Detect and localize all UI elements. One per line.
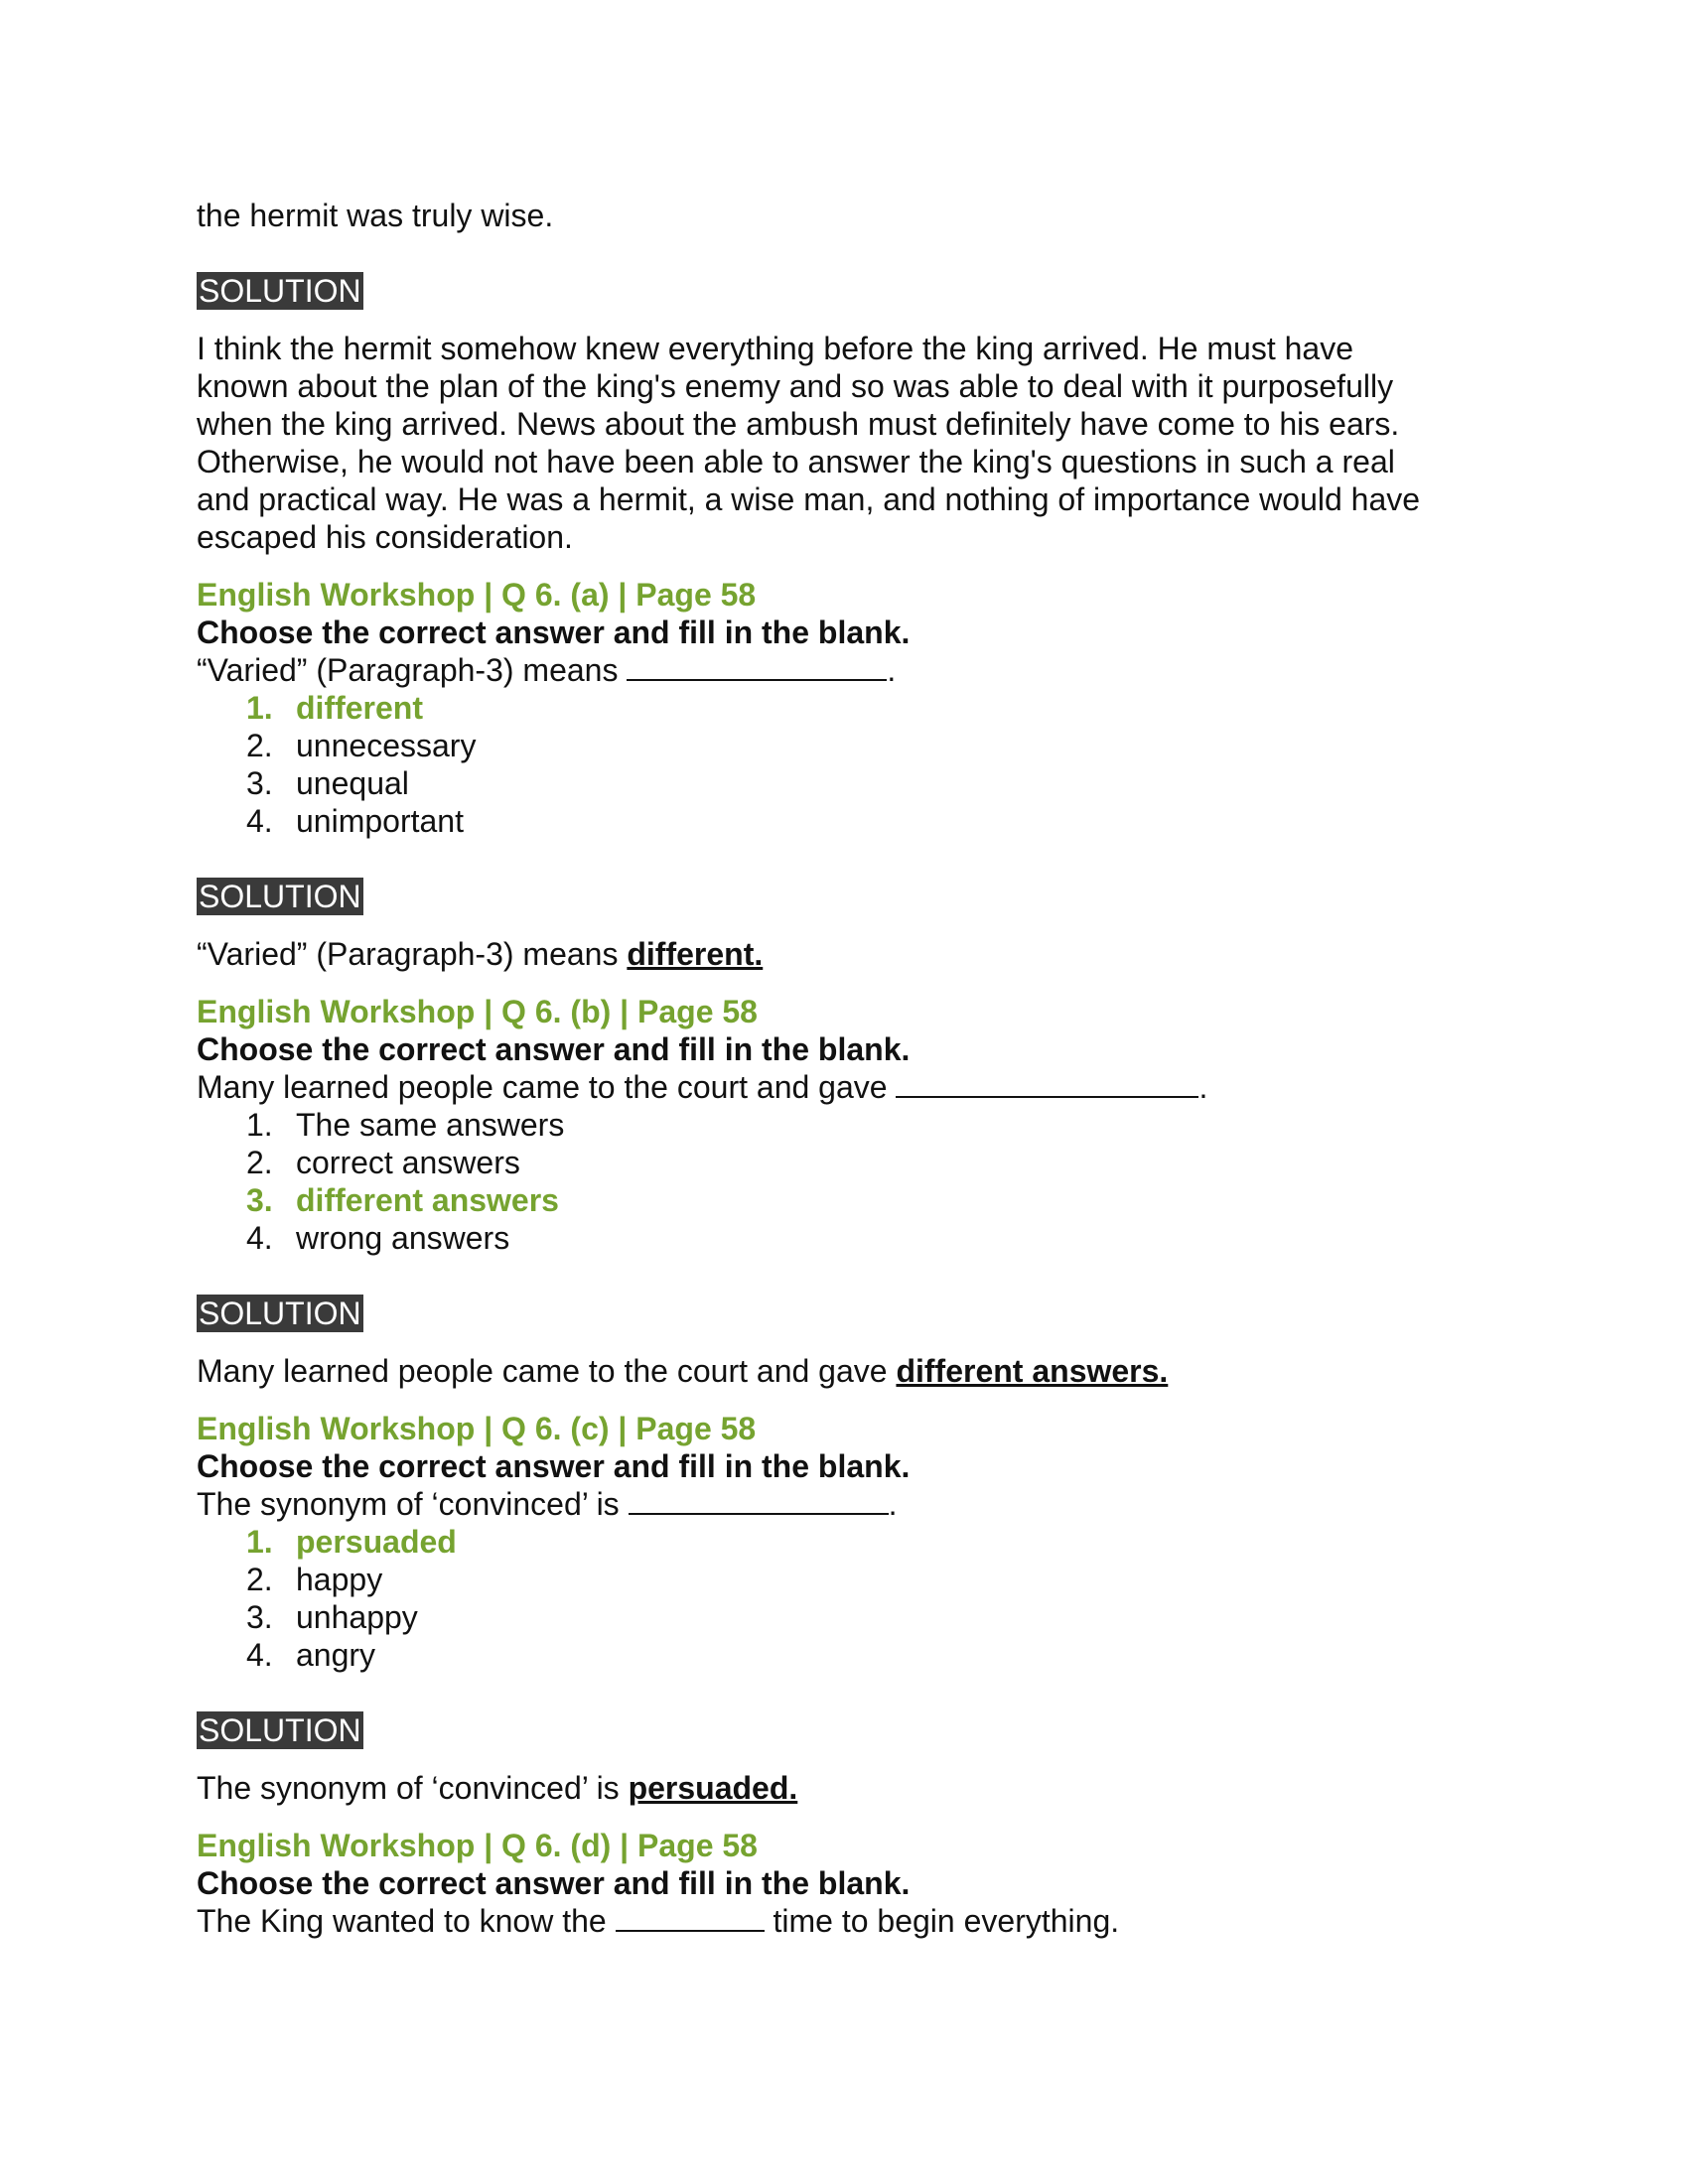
solution-label: SOLUTION	[199, 1296, 361, 1331]
option: 4. wrong answers	[246, 1220, 510, 1256]
solution-label: SOLUTION	[199, 273, 361, 309]
options-list	[197, 1106, 1487, 1257]
question-stem: Many learned people came to the court and gave .	[197, 1069, 1208, 1105]
question-stem: The King wanted to know the time to begin everything.	[197, 1903, 1120, 1939]
option: 3. unhappy	[246, 1599, 418, 1635]
answer-blank	[629, 1487, 889, 1515]
answer-blank	[896, 1070, 1198, 1098]
solution-b: Many learned people came to the court and gave different answers.	[197, 1353, 1169, 1389]
solution-c: The synonym of ‘convinced’ is persuaded.	[197, 1770, 798, 1806]
solution-label: SOLUTION	[199, 879, 361, 914]
option: 1. The same answers	[246, 1107, 565, 1143]
option: 2. correct answers	[246, 1145, 520, 1180]
intro-tail: the hermit was truly wise.	[197, 198, 554, 233]
question-instruction: Choose the correct answer and fill in the blank.	[197, 1448, 911, 1484]
option-correct: 3. different answers	[246, 1182, 559, 1218]
option-correct: 1. different	[246, 690, 423, 726]
question-b	[197, 993, 1487, 1257]
option: 2. happy	[246, 1562, 383, 1597]
answer-blank	[627, 653, 887, 681]
option: 3. unequal	[246, 765, 409, 801]
question-instruction: Choose the correct answer and fill in the blank.	[197, 1865, 911, 1901]
document-page	[197, 197, 1487, 1940]
question-title: English Workshop | Q 6. (b) | Page 58	[197, 994, 758, 1029]
options-list	[197, 689, 1487, 840]
question-title: English Workshop | Q 6. (c) | Page 58	[197, 1411, 757, 1446]
question-title: English Workshop | Q 6. (a) | Page 58	[197, 577, 757, 613]
question-stem: The synonym of ‘convinced’ is .	[197, 1486, 898, 1522]
solution-label: SOLUTION	[199, 1712, 361, 1748]
question-c	[197, 1410, 1487, 1674]
solution-0-text: I think the hermit somehow knew everything before the king arrived. He must have known about the plan of the king's enemy and so was able to deal with it purposefully when the king arrived. News about the ambush must definitely have come to his ears. Otherwise, he would not have been able to answer the king's questions in such a real and practical way. He was a hermit, a wise man, and nothing of importance would have escaped his consideration.	[197, 331, 1421, 555]
question-a	[197, 576, 1487, 840]
question-instruction: Choose the correct answer and fill in the blank.	[197, 614, 911, 650]
option-correct: 1. persuaded	[246, 1524, 457, 1560]
question-stem: “Varied” (Paragraph-3) means .	[197, 652, 897, 688]
question-instruction: Choose the correct answer and fill in the blank.	[197, 1031, 911, 1067]
answer-blank	[616, 1904, 765, 1932]
option: 4. angry	[246, 1637, 376, 1673]
options-list	[197, 1523, 1487, 1674]
option: 2. unnecessary	[246, 728, 477, 763]
solution-a: “Varied” (Paragraph-3) means different.	[197, 936, 764, 972]
question-title: English Workshop | Q 6. (d) | Page 58	[197, 1828, 758, 1863]
option: 4. unimportant	[246, 803, 464, 839]
question-d	[197, 1827, 1487, 1940]
